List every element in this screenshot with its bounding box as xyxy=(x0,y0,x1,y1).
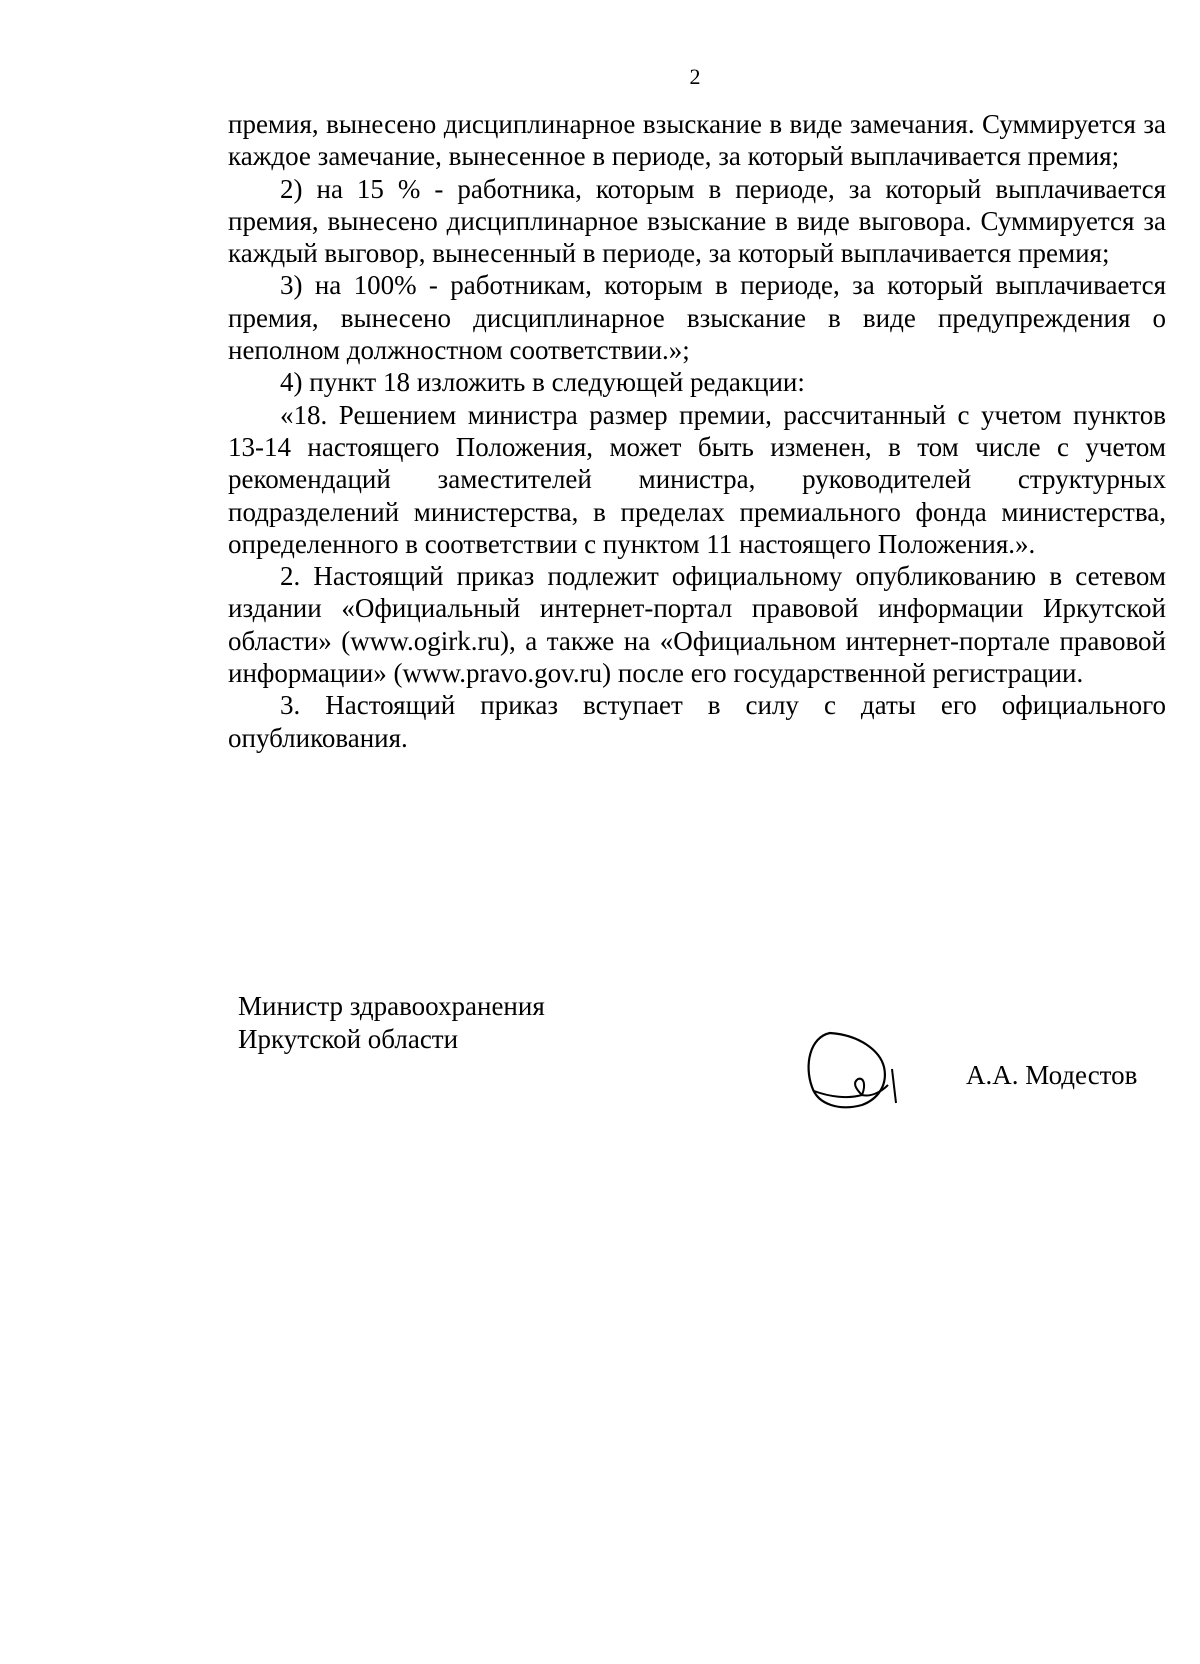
signature-position xyxy=(238,990,545,1056)
signer-name: А.А. Модестов xyxy=(966,1060,1138,1090)
document-body xyxy=(228,108,1166,754)
paragraph-clause-2: 2. Настоящий приказ подлежит официальному опубликованию в сетевом издании «Официальный интернет-портал правовой информации Иркутской области» (www.ogirk.ru), а также на «Официальном интернет-портале правовой информации» (www.pravo.gov.ru) после его государственной регистрации. xyxy=(228,561,1166,689)
paragraph-continuation: премия, вынесено дисциплинарное взыскание в виде замечания. Суммируется за каждое замечание, вынесенное в периоде, за который выплачивается премия; xyxy=(228,109,1166,172)
position-line-2: Иркутской области xyxy=(238,1024,459,1054)
paragraph-item-4: 4) пункт 18 изложить в следующей редакции: xyxy=(280,367,805,398)
paragraph-point-18: «18. Решением министра размер премии, рассчитанный с учетом пунктов 13-14 настоящего Положения, может быть изменен, в том числе с учетом рекомендаций заместителей министра, руководителей структурных подразделений министерства, в пределах премиального фонда министерства, определенного в соответствии с пунктом 11 настоящего Положения.». xyxy=(228,399,1166,559)
page-number: 2 xyxy=(689,64,701,89)
handwritten-signature-icon xyxy=(800,1025,910,1115)
paragraph-item-2: 2) на 15 % - работника, которым в периоде, за который выплачивается премия, вынесено дисциплинарное взыскание в виде выговора. Суммируется за каждый выговор, вынесенный в периоде, за который выплачивается премия; xyxy=(228,173,1166,269)
paragraph-item-3: 3) на 100% - работникам, которым в периоде, за который выплачивается премия, вынесено дисциплинарное взыскание в виде предупреждения о неполном должностном соответствии.»; xyxy=(228,270,1166,366)
position-line-1: Министр здравоохранения xyxy=(238,991,545,1021)
paragraph-clause-3: 3. Настоящий приказ вступает в силу с даты его официального опубликования. xyxy=(228,690,1166,753)
